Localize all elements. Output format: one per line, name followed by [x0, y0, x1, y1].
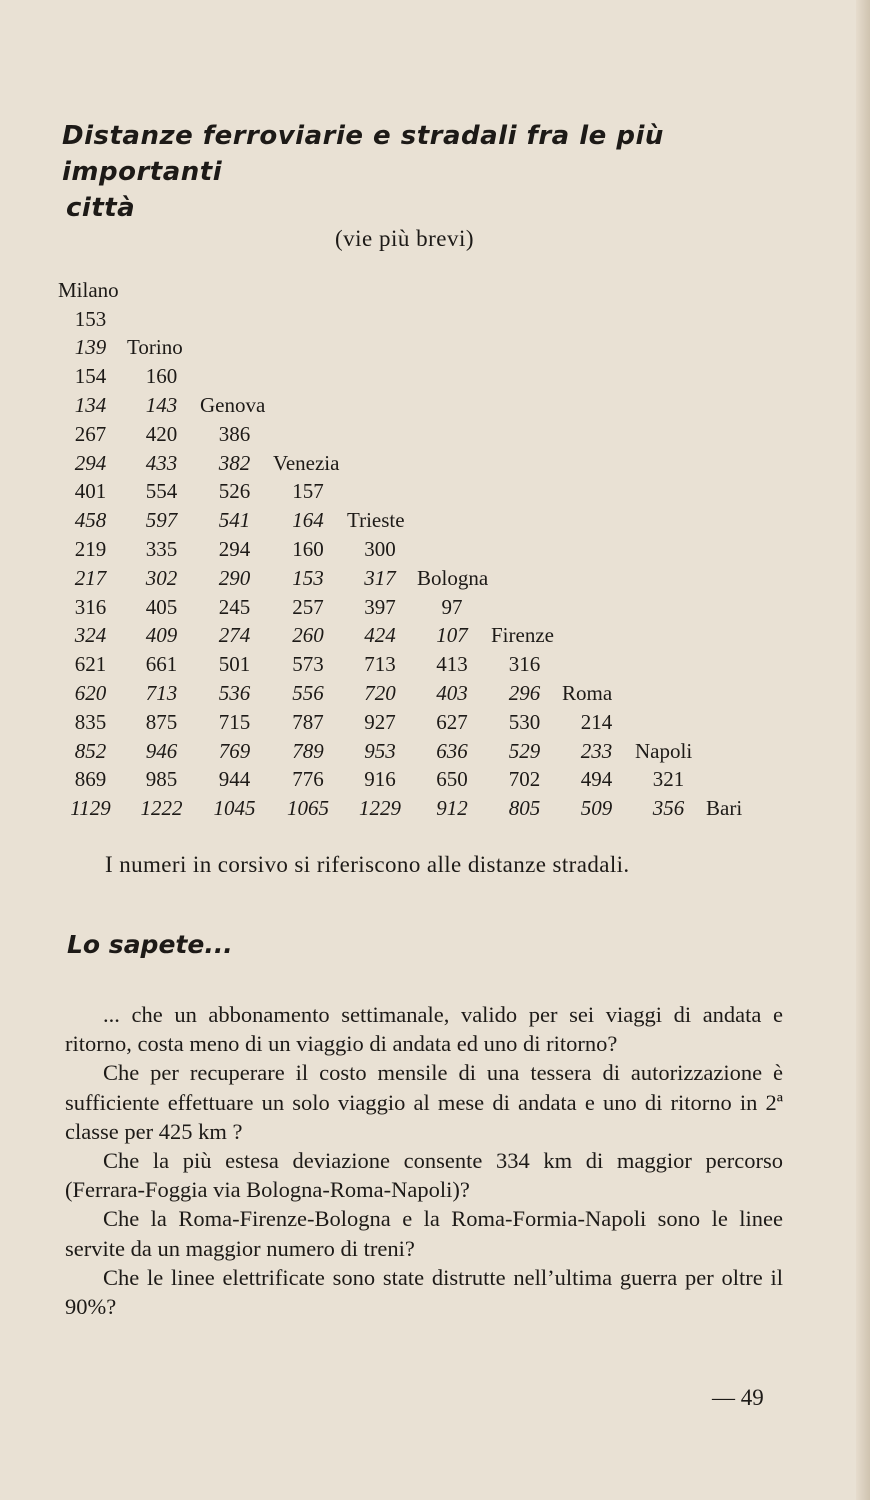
- distance-cell: 529: [508, 738, 541, 763]
- distance-cell: 316: [508, 652, 541, 677]
- paragraph: Che la Roma-Firenze-Bologna e la Roma-Formia-Napoli sono le linee servite da un maggior numero di treni?: [65, 1206, 783, 1261]
- distance-cell: 944: [218, 767, 251, 792]
- table-row: [56, 564, 774, 593]
- distance-cell: 405: [145, 594, 178, 619]
- distance-cell: 927: [364, 709, 396, 734]
- city-label: Napoli: [635, 738, 693, 763]
- distance-cell: 97: [441, 594, 463, 619]
- distance-cell: 214: [580, 709, 613, 734]
- paragraph: Che per recuperare il costo mensile di una tessera di autorizzazione è sufficiente effettuare un solo viaggio al mese di andata e uno di ritorno in 2ª classe per 425 km ?: [65, 1060, 783, 1144]
- table-row: [56, 276, 774, 305]
- distance-cell: 409: [145, 623, 178, 648]
- distance-cell: 702: [508, 767, 541, 792]
- table-row: [56, 391, 774, 420]
- paragraph: Che le linee elettrificate sono state distrutte nell’ultima guerra per oltre il 90%?: [65, 1264, 783, 1320]
- distance-cell: 494: [580, 767, 613, 792]
- table-row: [56, 794, 774, 823]
- table-row: [56, 708, 774, 737]
- distance-cell: 290: [218, 565, 251, 590]
- distance-cell: 776: [292, 767, 324, 792]
- distance-cell: 573: [292, 652, 324, 677]
- distance-cell: 769: [218, 738, 251, 763]
- distance-cell: 554: [145, 479, 178, 504]
- distance-cell: 401: [74, 479, 107, 504]
- paragraph: ... che un abbonamento settimanale, valido per sei viaggi di andata e ritorno, costa meno di un viaggio di andata ed uno di ritorno?: [65, 1002, 783, 1057]
- distance-cell: 787: [292, 709, 324, 734]
- city-label: Roma: [562, 681, 613, 706]
- distance-cell: 1045: [213, 796, 256, 821]
- table-row: [56, 420, 774, 449]
- distance-cell: 134: [74, 393, 107, 418]
- distance-cell: 324: [74, 623, 107, 648]
- table-row: [56, 679, 774, 708]
- section-heading: Lo sapete...: [67, 930, 233, 959]
- table-row: [56, 535, 774, 564]
- distance-cell: 661: [145, 652, 178, 677]
- distance-cell: 713: [145, 681, 178, 706]
- table-row: [56, 305, 774, 334]
- distance-cell: 245: [218, 594, 251, 619]
- distance-cell: 556: [292, 681, 324, 706]
- distance-cell: 217: [74, 565, 107, 590]
- distance-cell: 274: [218, 623, 251, 648]
- distance-cell: 160: [292, 537, 324, 562]
- distance-cell: 107: [436, 623, 468, 648]
- distance-cell: 424: [364, 623, 396, 648]
- table-row: [56, 334, 774, 363]
- distance-cell: 541: [218, 508, 251, 533]
- distance-cell: 912: [436, 796, 468, 821]
- distance-cell: 386: [218, 421, 251, 446]
- distance-cell: 620: [74, 681, 107, 706]
- distance-cell: 335: [145, 537, 178, 562]
- distance-cell: 317: [364, 565, 396, 590]
- distance-cell: 420: [145, 421, 178, 446]
- subtitle: (vie più brevi): [335, 226, 475, 251]
- distance-cell: 300: [364, 537, 396, 562]
- distance-cell: 621: [74, 652, 107, 677]
- distance-cell: 509: [580, 796, 613, 821]
- distance-cell: 143: [145, 393, 178, 418]
- distance-cell: 869: [74, 767, 107, 792]
- city-label: Trieste: [347, 508, 405, 533]
- distance-cell: 164: [292, 508, 324, 533]
- distance-cell: 397: [364, 594, 396, 619]
- distance-cell: 501: [218, 652, 251, 677]
- distance-cell: 413: [436, 652, 468, 677]
- distance-cell: 296: [508, 681, 541, 706]
- title-line-1: Distanze ferroviarie e stradali fra le più importanti: [62, 121, 664, 187]
- distance-cell: 139: [74, 335, 107, 360]
- footnote: I numeri in corsivo si riferiscono alle distanze stradali.: [105, 852, 630, 877]
- city-label: Torino: [127, 335, 183, 360]
- table-row: [56, 449, 774, 478]
- distance-cell: 153: [292, 565, 324, 590]
- city-label: Bologna: [417, 565, 489, 590]
- table-row: [56, 362, 774, 391]
- distance-cell: 720: [364, 681, 396, 706]
- distance-cell: 789: [292, 738, 324, 763]
- distance-table: [56, 276, 774, 823]
- distance-cell: 154: [74, 364, 107, 389]
- page-number: — 49: [712, 1385, 764, 1410]
- distance-cell: 219: [74, 537, 107, 562]
- distance-cell: 458: [74, 508, 107, 533]
- table-row: [56, 593, 774, 622]
- table-row: [56, 478, 774, 507]
- city-label: Venezia: [273, 450, 340, 475]
- distance-cell: 875: [145, 709, 178, 734]
- title-line-2: città: [66, 193, 136, 223]
- table-row: [56, 737, 774, 766]
- distance-cell: 597: [145, 508, 178, 533]
- distance-cell: 852: [74, 738, 107, 763]
- distance-cell: 267: [74, 421, 107, 446]
- page-title: [62, 118, 802, 226]
- distance-cell: 1065: [287, 796, 329, 821]
- city-label: Genova: [200, 393, 266, 418]
- distance-cell: 316: [74, 594, 107, 619]
- distance-cell: 835: [74, 709, 107, 734]
- table-row: [56, 650, 774, 679]
- distance-cell: 1222: [140, 796, 183, 821]
- body-text: [65, 1000, 783, 1321]
- distance-cell: 805: [508, 796, 541, 821]
- distance-cell: 382: [218, 450, 251, 475]
- distance-cell: 160: [145, 364, 178, 389]
- distance-cell: 294: [218, 537, 251, 562]
- distance-cell: 536: [218, 681, 251, 706]
- distance-cell: 946: [145, 738, 178, 763]
- distance-cell: 1229: [359, 796, 401, 821]
- distance-cell: 233: [580, 738, 613, 763]
- table-row: [56, 766, 774, 795]
- distance-cell: 715: [218, 709, 251, 734]
- distance-cell: 257: [292, 594, 324, 619]
- distance-cell: 153: [74, 306, 107, 331]
- distance-cell: 627: [436, 709, 468, 734]
- distance-cell: 403: [436, 681, 468, 706]
- distance-cell: 356: [652, 796, 685, 821]
- distance-cell: 636: [436, 738, 468, 763]
- distance-cell: 526: [218, 479, 251, 504]
- distance-cell: 302: [145, 565, 178, 590]
- city-label: Firenze: [491, 623, 554, 648]
- distance-cell: 530: [508, 709, 541, 734]
- distance-cell: 916: [364, 767, 396, 792]
- distance-cell: 650: [436, 767, 468, 792]
- distance-cell: 433: [145, 450, 178, 475]
- distance-cell: 985: [145, 767, 178, 792]
- distance-cell: 294: [74, 450, 107, 475]
- distance-cell: 157: [292, 479, 324, 504]
- table-row: [56, 622, 774, 651]
- table-row: [56, 506, 774, 535]
- paragraph: Che la più estesa deviazione consente 334 km di maggior percorso (Ferrara-Foggia via Bologna-Roma-Napoli)?: [65, 1148, 783, 1203]
- distance-cell: 321: [652, 767, 685, 792]
- city-label: Bari: [706, 796, 743, 821]
- page-edge: [856, 0, 870, 1500]
- distance-cell: 953: [364, 738, 396, 763]
- city-label: Milano: [58, 277, 119, 302]
- distance-cell: 1129: [70, 796, 111, 821]
- distance-cell: 260: [292, 623, 324, 648]
- distance-cell: 713: [364, 652, 396, 677]
